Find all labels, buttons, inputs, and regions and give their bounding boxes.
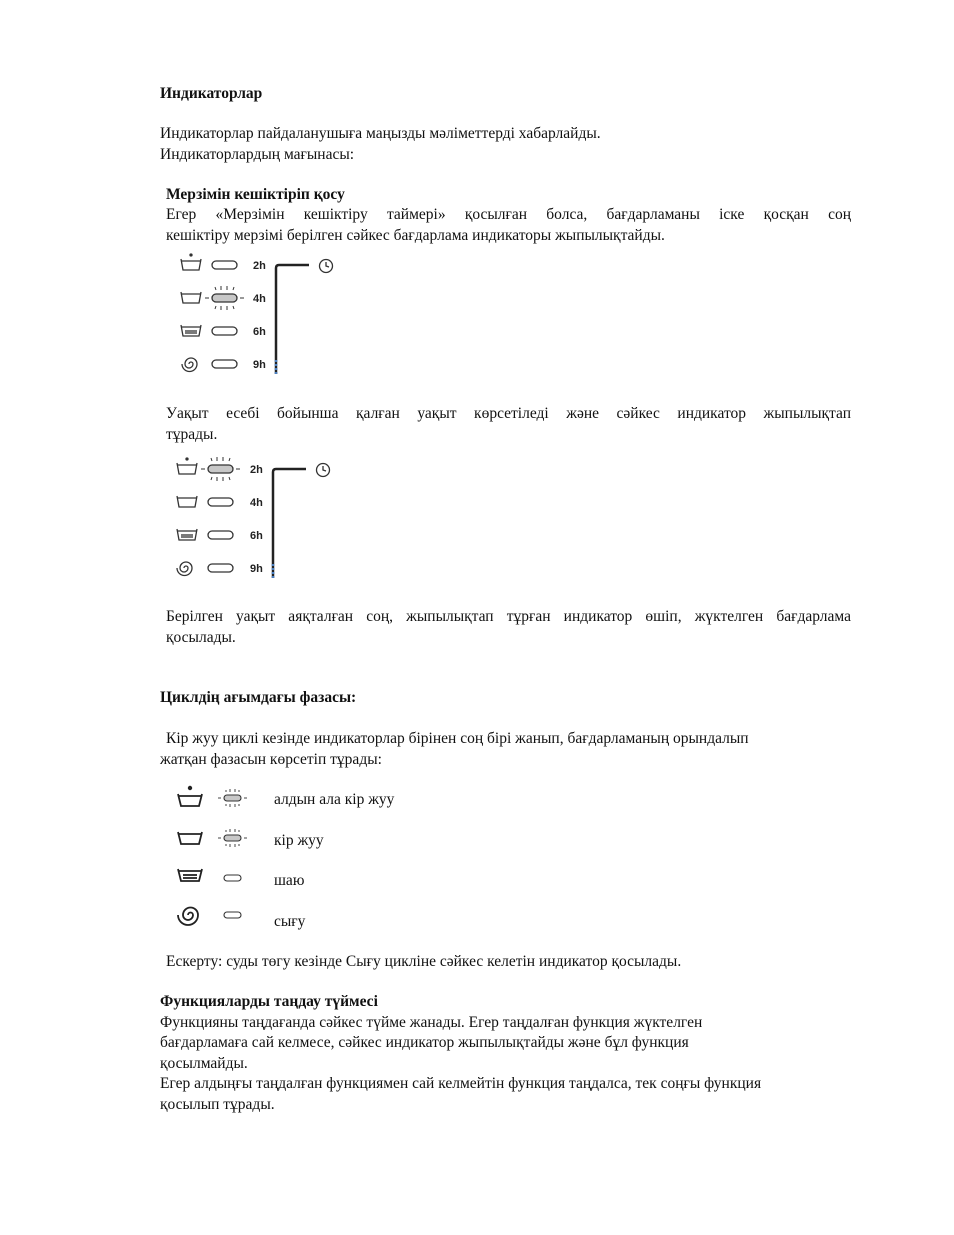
end-text: қосылады. [166,629,236,646]
intro-text: Индикаторлар пайдаланушыға маңызды мәліметтерді хабарлайды. [160,125,601,142]
cycle-phase-icons [174,784,254,934]
timer-label: 4h [253,293,266,305]
delay-timer-figure-4h [172,252,342,380]
indicator-lamp-blinking [224,835,241,841]
timer-label: 4h [250,497,263,509]
delay-text: кешіктіру мерзімі берілген сәйкес бағдарлама индикаторы жыпылықтайды. [166,227,665,244]
cycle-text: Кір жуу циклі кезінде индикаторлар бірінен соң бірі жанып, бағдарламаның орындалып [166,730,749,747]
functions-text: Функцияны таңдағанда сәйкес түйме жанады. Егер таңдалған функция жүктелген [160,1014,703,1031]
indicator-lamp [212,360,237,368]
rinse-icon [181,325,201,336]
end-text: Берілген уақыт аяқталған соң, жыпылықтап тұрған индикатор өшіп, жүктелген бағдарлама [166,608,851,625]
timer-label: 6h [253,326,266,338]
phase-label: шаю [274,872,305,889]
indicator-lamp [208,498,233,506]
delay-timer-figure-2h [170,456,340,584]
countdown-text: Уақыт есебі бойынша қалған уақыт көрсетіледі және сәйкес индикатор жыпылықтап [166,405,851,422]
indicator-lamp-blinking [212,294,237,302]
cycle-heading: Циклдің ағымдағы фазасы: [160,689,357,706]
functions-text: қосылып тұрады. [160,1096,275,1113]
spin-icon [178,908,198,926]
phase-label: кір жуу [274,832,324,849]
indicator-lamp-blinking [208,465,233,473]
indicator-lamp [208,531,233,539]
cycle-note: Ескерту: суды төгу кезінде Сығу цикліне сәйкес келетін индикатор қосылады. [166,953,682,970]
intro-text: Индикаторлардың мағынасы: [160,146,355,163]
indicator-lamp [208,564,233,572]
indicator-lamp-blinking [224,795,241,801]
functions-text: бағдарламаға сай келмесе, сәйкес индикатор жыпылықтайды және бұл функция [160,1034,689,1051]
functions-heading: Функцияларды таңдау түймесі [160,993,378,1010]
timer-label: 9h [250,563,263,575]
section-heading-indicators: Индикаторлар [160,85,263,102]
wash-icon [177,496,197,507]
wash-icon [178,832,202,844]
prewash-icon [177,458,197,474]
clock-icon [317,464,330,477]
prewash-icon [178,787,202,806]
phase-label: алдын ала кір жуу [274,791,395,808]
clock-icon [320,260,333,273]
timer-label: 2h [250,464,263,476]
rinse-icon [177,529,197,540]
indicator-lamp [224,875,241,881]
indicator-lamp [212,327,237,335]
timer-label: 2h [253,260,266,272]
phase-label: сығу [274,913,306,930]
delay-text: Егер «Мерзімін кешіктіру таймері» қосылған болса, бағдарламаны іске қосқан соң [166,206,851,223]
indicator-lamp [224,912,241,918]
spin-icon [182,358,197,372]
indicator-lamp [212,261,237,269]
functions-text: Егер алдыңғы таңдалған функциямен сай келмейтін функция таңдалса, тек соңғы функция [160,1075,762,1092]
rinse-icon [178,869,202,881]
cycle-text: жатқан фазасын көрсетіп тұрады: [160,751,382,768]
wash-icon [181,292,201,303]
functions-text: қосылмайды. [160,1055,248,1072]
prewash-icon [181,254,201,270]
timer-label: 6h [250,530,263,542]
countdown-text: тұрады. [166,426,218,443]
delay-heading: Мерзімін кешіктіріп қосу [166,186,345,203]
timer-label: 9h [253,359,266,371]
spin-icon [177,562,192,576]
